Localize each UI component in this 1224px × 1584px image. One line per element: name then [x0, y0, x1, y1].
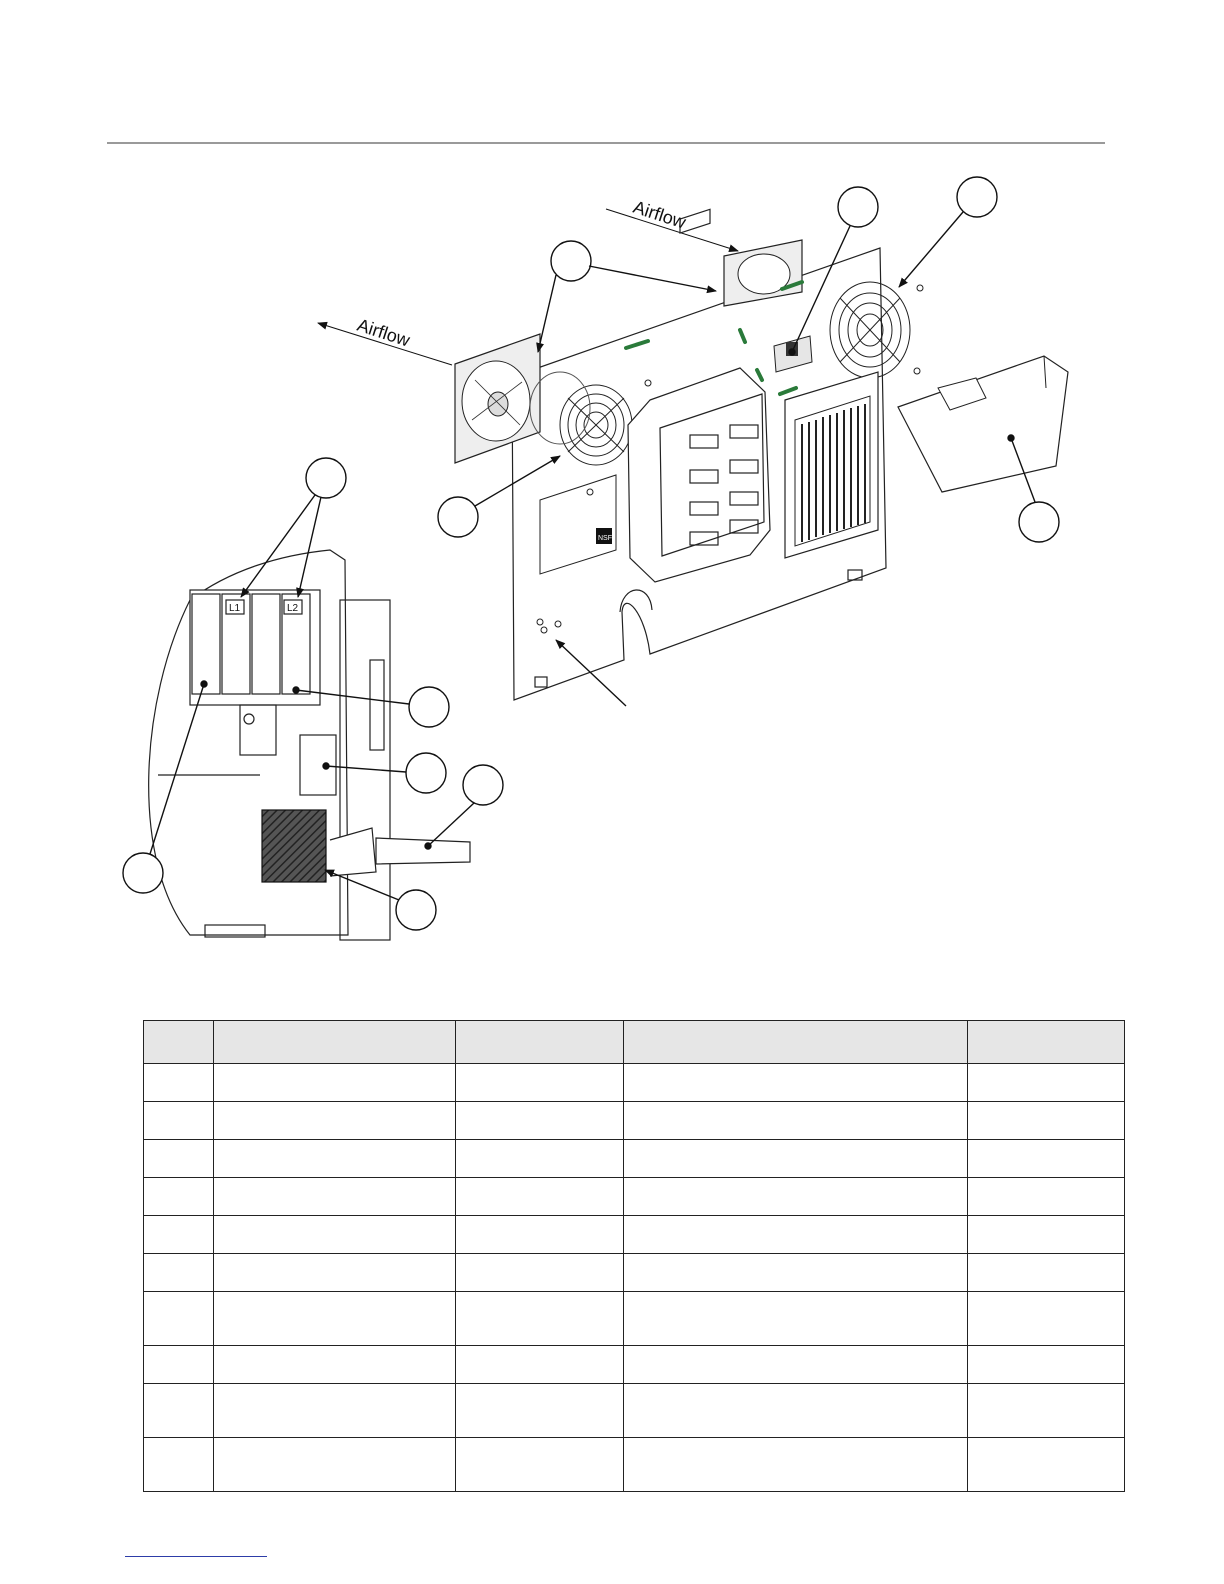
table-cell	[144, 1064, 214, 1102]
table-cell	[456, 1346, 624, 1384]
header-cell	[214, 1021, 456, 1064]
table-cell	[144, 1216, 214, 1254]
callout-cover	[1019, 502, 1059, 542]
table-row	[144, 1346, 1125, 1384]
callout-filter	[396, 890, 436, 930]
header-cell	[624, 1021, 968, 1064]
callout-terminal-screw	[123, 853, 163, 893]
table-cell	[624, 1216, 968, 1254]
terminal-label-l2: L2	[287, 603, 299, 614]
callout-fans	[551, 241, 591, 281]
header-cell	[456, 1021, 624, 1064]
table-row	[144, 1384, 1125, 1438]
table-cell	[456, 1064, 624, 1102]
table-cell	[968, 1292, 1125, 1346]
heatsink-grille	[785, 372, 878, 558]
table-cell	[214, 1254, 456, 1292]
table-cell	[214, 1140, 456, 1178]
table-cell	[144, 1254, 214, 1292]
table-cell	[968, 1346, 1125, 1384]
table-row	[144, 1140, 1125, 1178]
terminal-label-l1: L1	[229, 603, 241, 614]
table-cell	[624, 1254, 968, 1292]
table-row	[144, 1178, 1125, 1216]
table-cell	[456, 1292, 624, 1346]
table-cell	[144, 1102, 214, 1140]
table-cell	[144, 1438, 214, 1492]
table-cell	[144, 1346, 214, 1384]
table-cell	[214, 1102, 456, 1140]
airflow-label-upper: Airflow	[630, 196, 689, 233]
table-cell	[456, 1102, 624, 1140]
table-cell	[968, 1384, 1125, 1438]
table-cell	[968, 1216, 1125, 1254]
table-cell	[214, 1384, 456, 1438]
table-cell	[968, 1178, 1125, 1216]
terminal-detail	[149, 550, 470, 940]
table-row	[144, 1292, 1125, 1346]
header-cell	[144, 1021, 214, 1064]
table-cell	[624, 1346, 968, 1384]
airflow-label-lower: Airflow	[354, 314, 413, 351]
airflow-upper	[606, 197, 738, 251]
table-cell	[144, 1292, 214, 1346]
table-cell	[144, 1140, 214, 1178]
table-cell	[144, 1384, 214, 1438]
table-row	[144, 1438, 1125, 1492]
table-cell	[968, 1438, 1125, 1492]
table-header-row	[144, 1021, 1125, 1064]
table-cell	[624, 1102, 968, 1140]
table-row	[144, 1216, 1125, 1254]
table-cell	[968, 1140, 1125, 1178]
table-cell	[456, 1254, 624, 1292]
table-cell	[624, 1140, 968, 1178]
table-cell	[456, 1384, 624, 1438]
table-cell	[456, 1438, 624, 1492]
table-cell	[214, 1438, 456, 1492]
table-row	[144, 1064, 1125, 1102]
callout-terminal-block	[409, 687, 449, 727]
table-cell	[456, 1216, 624, 1254]
table-cell	[968, 1064, 1125, 1102]
table-cell	[968, 1254, 1125, 1292]
callout-terminals	[306, 458, 346, 498]
callout-cord	[463, 765, 503, 805]
parts-list-table	[143, 1020, 1125, 1492]
callout-fan-guard	[438, 497, 478, 537]
table-row	[144, 1254, 1125, 1292]
table-cell	[456, 1178, 624, 1216]
table-cell	[624, 1438, 968, 1492]
table-cell	[624, 1384, 968, 1438]
table-cell	[624, 1178, 968, 1216]
cover-shroud	[898, 356, 1068, 492]
airflow-lower	[318, 315, 452, 365]
footer-link-underline[interactable]	[125, 1556, 267, 1557]
callout-relay-detail	[406, 753, 446, 793]
table-cell	[214, 1216, 456, 1254]
table-cell	[214, 1346, 456, 1384]
nsf-mark: NSF	[598, 535, 612, 542]
callout-relay	[838, 187, 878, 227]
header-cell	[968, 1021, 1125, 1064]
table-row	[144, 1102, 1125, 1140]
table-cell	[214, 1064, 456, 1102]
table-cell	[144, 1178, 214, 1216]
table-cell	[624, 1292, 968, 1346]
table-cell	[214, 1292, 456, 1346]
table-cell	[456, 1140, 624, 1178]
table-cell	[968, 1102, 1125, 1140]
table-cell	[214, 1178, 456, 1216]
table-cell	[624, 1064, 968, 1102]
callout-guard-screw	[957, 177, 997, 217]
